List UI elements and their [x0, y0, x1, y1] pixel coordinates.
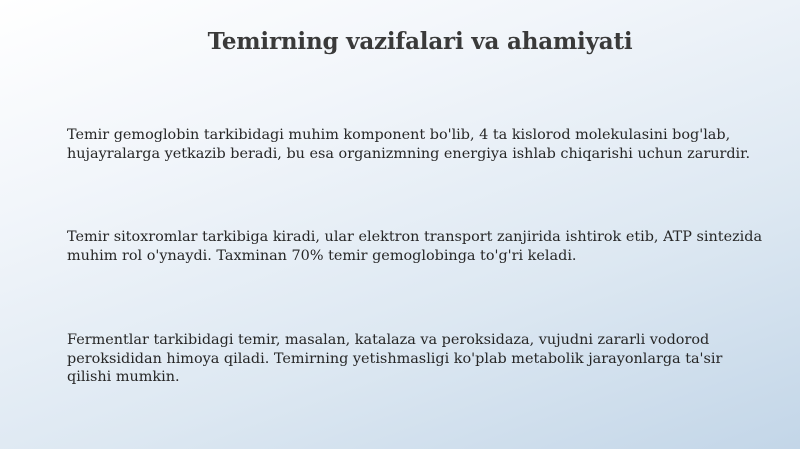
paragraph-enzymes: Fermentlar tarkibidagi temir, masalan, katalaza va peroksidaza, vujudni zararli vodorod peroksididan himoya qiladi. Temirning yetishmasligi ko'plab metabolik jarayonlarga ta'sir qilishi mumkin. — [67, 332, 723, 385]
paragraph-hemoglobin: Temir gemoglobin tarkibidagi muhim komponent bo'lib, 4 ta kislorod molekulasini bog'lab, hujayralarga yetkazib beradi, bu esa organizmning energiya ishlab chiqarishi uchun zarurdir. — [67, 127, 751, 162]
slide-title: Temirning vazifalari va ahamiyati — [207, 28, 633, 55]
paragraph-cytochromes: Temir sitoxromlar tarkibiga kiradi, ular elektron transport zanjirida ishtirok etib, ATP sintezida muhim rol o'ynaydi. Taxminan 70% temir gemoglobinga to'g'ri keladi. — [67, 229, 763, 264]
